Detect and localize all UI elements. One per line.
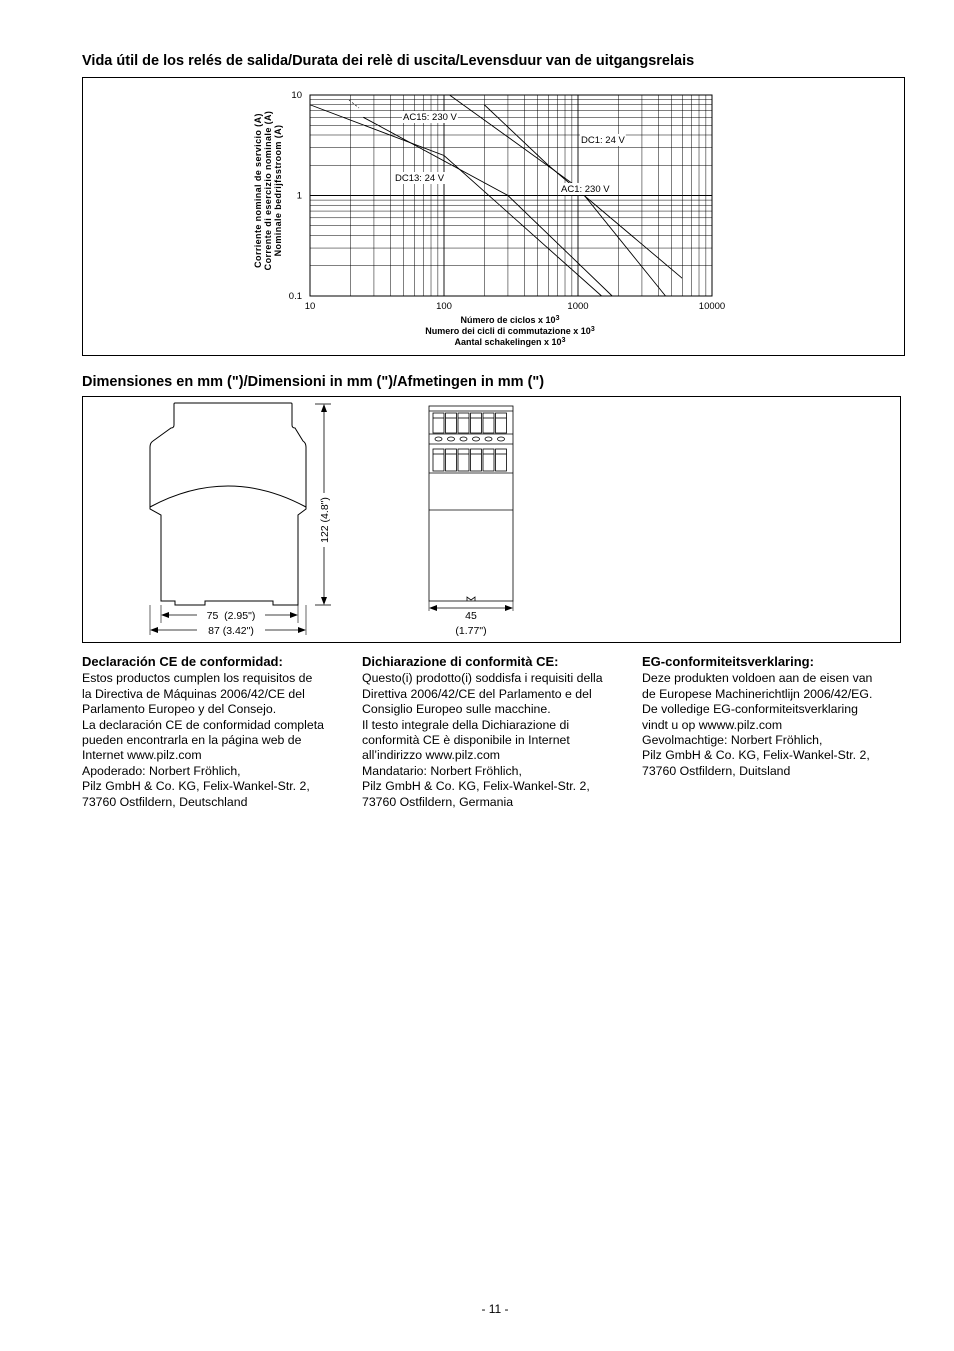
ce-text-nl (642, 671, 912, 779)
led-indicator (448, 437, 455, 441)
ce-line: 73760 Ostfildern, Duitsland (642, 763, 791, 778)
ce-line: Estos productos cumplen los requisitos de (82, 671, 313, 686)
ce-line: Pilz GmbH & Co. KG, Felix-Wankel-Str. 2, (642, 748, 870, 763)
ce-declaration-es (82, 654, 352, 810)
terminal-block (471, 413, 482, 433)
ce-line: Mandatario: Norbert Fröhlich, (362, 763, 522, 778)
terminal-block (483, 413, 494, 433)
ce-line: pueden encontrarla en la página web de (82, 733, 302, 748)
dimensions-heading: Dimensiones en mm (")/Dimensioni in mm (")/Afmetingen in mm (") (82, 374, 545, 390)
ce-declaration-nl (642, 654, 912, 779)
ce-line: la Directiva de Máquinas 2006/42/CE del (82, 686, 305, 701)
terminal-block (471, 449, 482, 471)
series-line (310, 105, 602, 296)
dimensions-frame (82, 396, 901, 643)
led-indicator (460, 437, 467, 441)
ce-line: Direttiva 2006/42/CE del Parlamento e del (362, 686, 592, 701)
ce-line: 73760 Ostfildern, Germania (362, 794, 514, 809)
terminal-block (483, 449, 494, 471)
ce-line: all’indirizzo www.pilz.com (362, 748, 501, 763)
led-indicator (498, 437, 505, 441)
side-width-outer-label: 87 (3.42") (208, 625, 254, 637)
ce-line: de Europese Machinerichtlijn 2006/42/EG. (642, 686, 873, 701)
terminal-block (433, 449, 444, 471)
series-label: AC15: 230 V (403, 112, 457, 123)
x-tick-label: 10 (304, 301, 316, 312)
led-indicator (485, 437, 492, 441)
page-number: - 11 - (481, 1302, 509, 1316)
ce-line: Apoderado: Norbert Fröhlich, (82, 763, 241, 778)
lifetime-chart-frame (82, 77, 905, 356)
ce-line: Parlamento Europeo y del Consejo. (82, 702, 277, 717)
relay-lifetime-chart (83, 78, 904, 355)
y-tick-label: 10 (291, 90, 302, 101)
y-axis-label: Corriente nominal de servicio (A) (253, 113, 263, 268)
x-tick-label: 1000 (567, 301, 589, 312)
side-view-curve (150, 486, 306, 507)
x-axis-label: Aantal schakelingen x $10^3$ (454, 337, 566, 347)
y-axis-label: Corrente di esercizio nominale (A) (263, 110, 273, 271)
led-indicator (435, 437, 442, 441)
series-line (363, 117, 612, 296)
ce-line: Internet www.pilz.com (82, 748, 202, 763)
ce-line: De volledige EG-conformiteitsverklaring (642, 702, 858, 717)
terminal-block (458, 413, 469, 433)
x-axis-label: Número de ciclos x $10^3$ (460, 315, 560, 325)
dimension-drawing (83, 397, 900, 642)
ce-line: Consiglio Europeo sulle macchine. (362, 702, 551, 717)
ce-title-nl: EG-conformiteitsverklaring: (642, 654, 814, 669)
x-axis-label: Numero dei cicli di commutazione x $10^3$ (425, 326, 595, 336)
lifetime-heading: Vida útil de los relés de salida/Durata dei relè di uscita/Levensduur van de uitgangsrelais (82, 53, 695, 69)
x-tick-label: 10000 (698, 301, 726, 312)
ce-line: La declaración CE de conformidad completa (82, 717, 324, 732)
ce-line: Pilz GmbH & Co. KG, Felix-Wankel-Str. 2, (82, 779, 310, 794)
series-label: DC1: 24 V (581, 135, 625, 146)
side-view-outline (150, 403, 306, 605)
terminal-block (496, 413, 507, 433)
series-label: DC13: 24 V (395, 173, 445, 184)
y-axis-label: Nominale bedrijfsstroom (A) (273, 124, 283, 257)
ce-title-it: Dichiarazione di conformità CE: (362, 654, 559, 669)
led-indicator (473, 437, 480, 441)
ce-line: Gevolmachtige: Norbert Fröhlich, (642, 733, 823, 748)
terminal-block (496, 449, 507, 471)
ce-text-es (82, 671, 352, 810)
terminal-block (446, 449, 457, 471)
ce-line: vindt u op wwww.pilz.com (642, 717, 783, 732)
ce-text-it (362, 671, 632, 810)
ce-line: Il testo integrale della Dichiarazione di (362, 717, 570, 732)
terminal-block (433, 413, 444, 433)
ce-line: Deze produkten voldoen aan de eisen van (642, 671, 873, 686)
ce-line: conformità CE è disponibile in Internet (362, 733, 570, 748)
ce-line: Pilz GmbH & Co. KG, Felix-Wankel-Str. 2, (362, 779, 590, 794)
ce-title-es: Declaración CE de conformidad: (82, 654, 283, 669)
y-tick-label: 0.1 (288, 291, 302, 302)
ce-line: 73760 Ostfildern, Deutschland (82, 794, 248, 809)
terminal-block (458, 449, 469, 471)
height-dimension-label: 122 (4.8") (319, 497, 331, 543)
ce-line: Questo(i) prodotto(i) soddisfa i requisiti della (362, 671, 603, 686)
series-label: AC1: 230 V (561, 184, 610, 195)
ce-declaration-it (362, 654, 632, 810)
side-width-inner-label: 75 (2.95") (206, 610, 256, 622)
front-width-label: 45 (465, 610, 477, 622)
front-view (429, 406, 513, 601)
x-tick-label: 100 (436, 301, 452, 312)
y-tick-label: 1 (296, 190, 302, 202)
front-width-inch-label: (1.77") (455, 625, 487, 637)
terminal-block (446, 413, 457, 433)
